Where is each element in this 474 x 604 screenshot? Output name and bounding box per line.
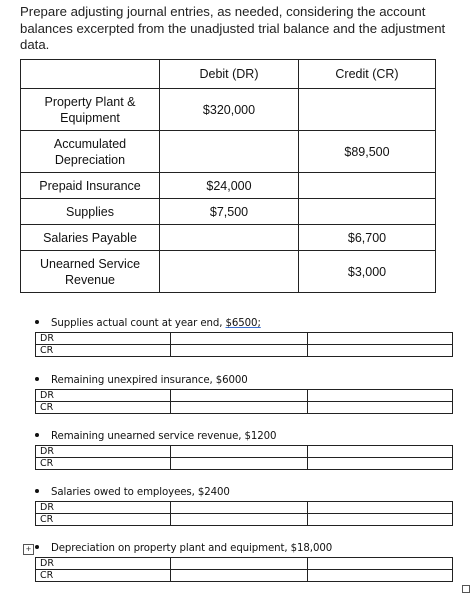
adjustment-item: [35, 431, 276, 442]
credit-value: [299, 199, 436, 225]
adjustment-amount: $6500;: [225, 318, 261, 329]
dr-label: DR: [36, 558, 171, 570]
cr-label: CR: [36, 402, 171, 414]
dr-label: DR: [36, 502, 171, 514]
adjustment-item: [35, 487, 230, 498]
adjustment-item: [35, 375, 248, 386]
table-row: [21, 251, 436, 293]
dr-credit-cell[interactable]: [308, 333, 453, 345]
dr-row: [36, 502, 453, 514]
cr-row: [36, 345, 453, 357]
credit-value: [299, 173, 436, 199]
table-move-handle-icon[interactable]: +: [23, 544, 34, 555]
dr-label: DR: [36, 390, 171, 402]
dr-credit-cell[interactable]: [308, 558, 453, 570]
dr-row: [36, 390, 453, 402]
debit-value: $24,000: [160, 173, 299, 199]
cr-row: [36, 458, 453, 470]
bullet-icon: [35, 489, 39, 493]
cr-amount-cell[interactable]: [171, 458, 308, 470]
bullet-icon: [35, 545, 39, 549]
adjustment-text: Supplies actual count at year end,: [51, 318, 226, 329]
dr-label: DR: [36, 446, 171, 458]
table-row: [21, 173, 436, 199]
table-resize-handle-icon[interactable]: [462, 585, 470, 593]
cr-amount-cell[interactable]: [171, 514, 308, 526]
debit-value: [160, 131, 299, 173]
header-account: [21, 60, 160, 89]
debit-value: [160, 251, 299, 293]
cr-credit-cell[interactable]: [308, 345, 453, 357]
dr-amount-cell[interactable]: [171, 333, 308, 345]
adjustment-text: Remaining unearned service revenue, $1200: [51, 431, 277, 442]
cr-label: CR: [36, 570, 171, 582]
account-name: Prepaid Insurance: [21, 173, 160, 199]
instructions-text: Prepare adjusting journal entries, as needed, considering the account balances excerpted from the unadjusted trial balance and the adjustment data.: [20, 4, 446, 52]
account-name: Salaries Payable: [21, 225, 160, 251]
account-name: Supplies: [21, 199, 160, 225]
table-row: [21, 89, 436, 131]
table-row: [21, 199, 436, 225]
adjustment-text: Salaries owed to employees, $2400: [51, 487, 230, 498]
cr-row: [36, 514, 453, 526]
header-debit: Debit (DR): [160, 60, 299, 89]
adjustment-text: Remaining unexpired insurance, $6000: [51, 375, 248, 386]
bullet-icon: [35, 377, 39, 381]
credit-value: $6,700: [299, 225, 436, 251]
cr-credit-cell[interactable]: [308, 458, 453, 470]
journal-entry-table: [35, 445, 453, 470]
dr-credit-cell[interactable]: [308, 390, 453, 402]
debit-value: $7,500: [160, 199, 299, 225]
cr-amount-cell[interactable]: [171, 402, 308, 414]
dr-credit-cell[interactable]: [308, 502, 453, 514]
dr-amount-cell[interactable]: [171, 446, 308, 458]
journal-entry-table: [35, 332, 453, 357]
cr-amount-cell[interactable]: [171, 570, 308, 582]
bullet-icon: [35, 433, 39, 437]
trial-balance-header-row: [21, 60, 436, 89]
cr-row: [36, 570, 453, 582]
dr-row: [36, 333, 453, 345]
journal-entry-table: [35, 389, 453, 414]
credit-value: $3,000: [299, 251, 436, 293]
dr-label: DR: [36, 333, 171, 345]
dr-credit-cell[interactable]: [308, 446, 453, 458]
dr-row: [36, 558, 453, 570]
dr-row: [36, 446, 453, 458]
cr-label: CR: [36, 458, 171, 470]
dr-amount-cell[interactable]: [171, 558, 308, 570]
adjustment-item: [35, 318, 261, 329]
cr-label: CR: [36, 345, 171, 357]
cr-credit-cell[interactable]: [308, 570, 453, 582]
trial-balance-table: [20, 59, 436, 293]
cr-label: CR: [36, 514, 171, 526]
debit-value: [160, 225, 299, 251]
cr-credit-cell[interactable]: [308, 514, 453, 526]
cr-row: [36, 402, 453, 414]
account-name: Property Plant & Equipment: [21, 89, 160, 131]
account-name: Unearned Service Revenue: [21, 251, 160, 293]
table-row: [21, 131, 436, 173]
journal-entry-table: [35, 501, 453, 526]
dr-amount-cell[interactable]: [171, 502, 308, 514]
adjustment-text: Depreciation on property plant and equipment, $18,000: [51, 543, 333, 554]
debit-value: $320,000: [160, 89, 299, 131]
cr-credit-cell[interactable]: [308, 402, 453, 414]
table-row: [21, 225, 436, 251]
account-name: Accumulated Depreciation: [21, 131, 160, 173]
credit-value: $89,500: [299, 131, 436, 173]
cr-amount-cell[interactable]: [171, 345, 308, 357]
header-credit: Credit (CR): [299, 60, 436, 89]
journal-entry-table: [35, 557, 453, 582]
adjustment-item: [35, 543, 332, 554]
dr-amount-cell[interactable]: [171, 390, 308, 402]
credit-value: [299, 89, 436, 131]
bullet-icon: [35, 320, 39, 324]
